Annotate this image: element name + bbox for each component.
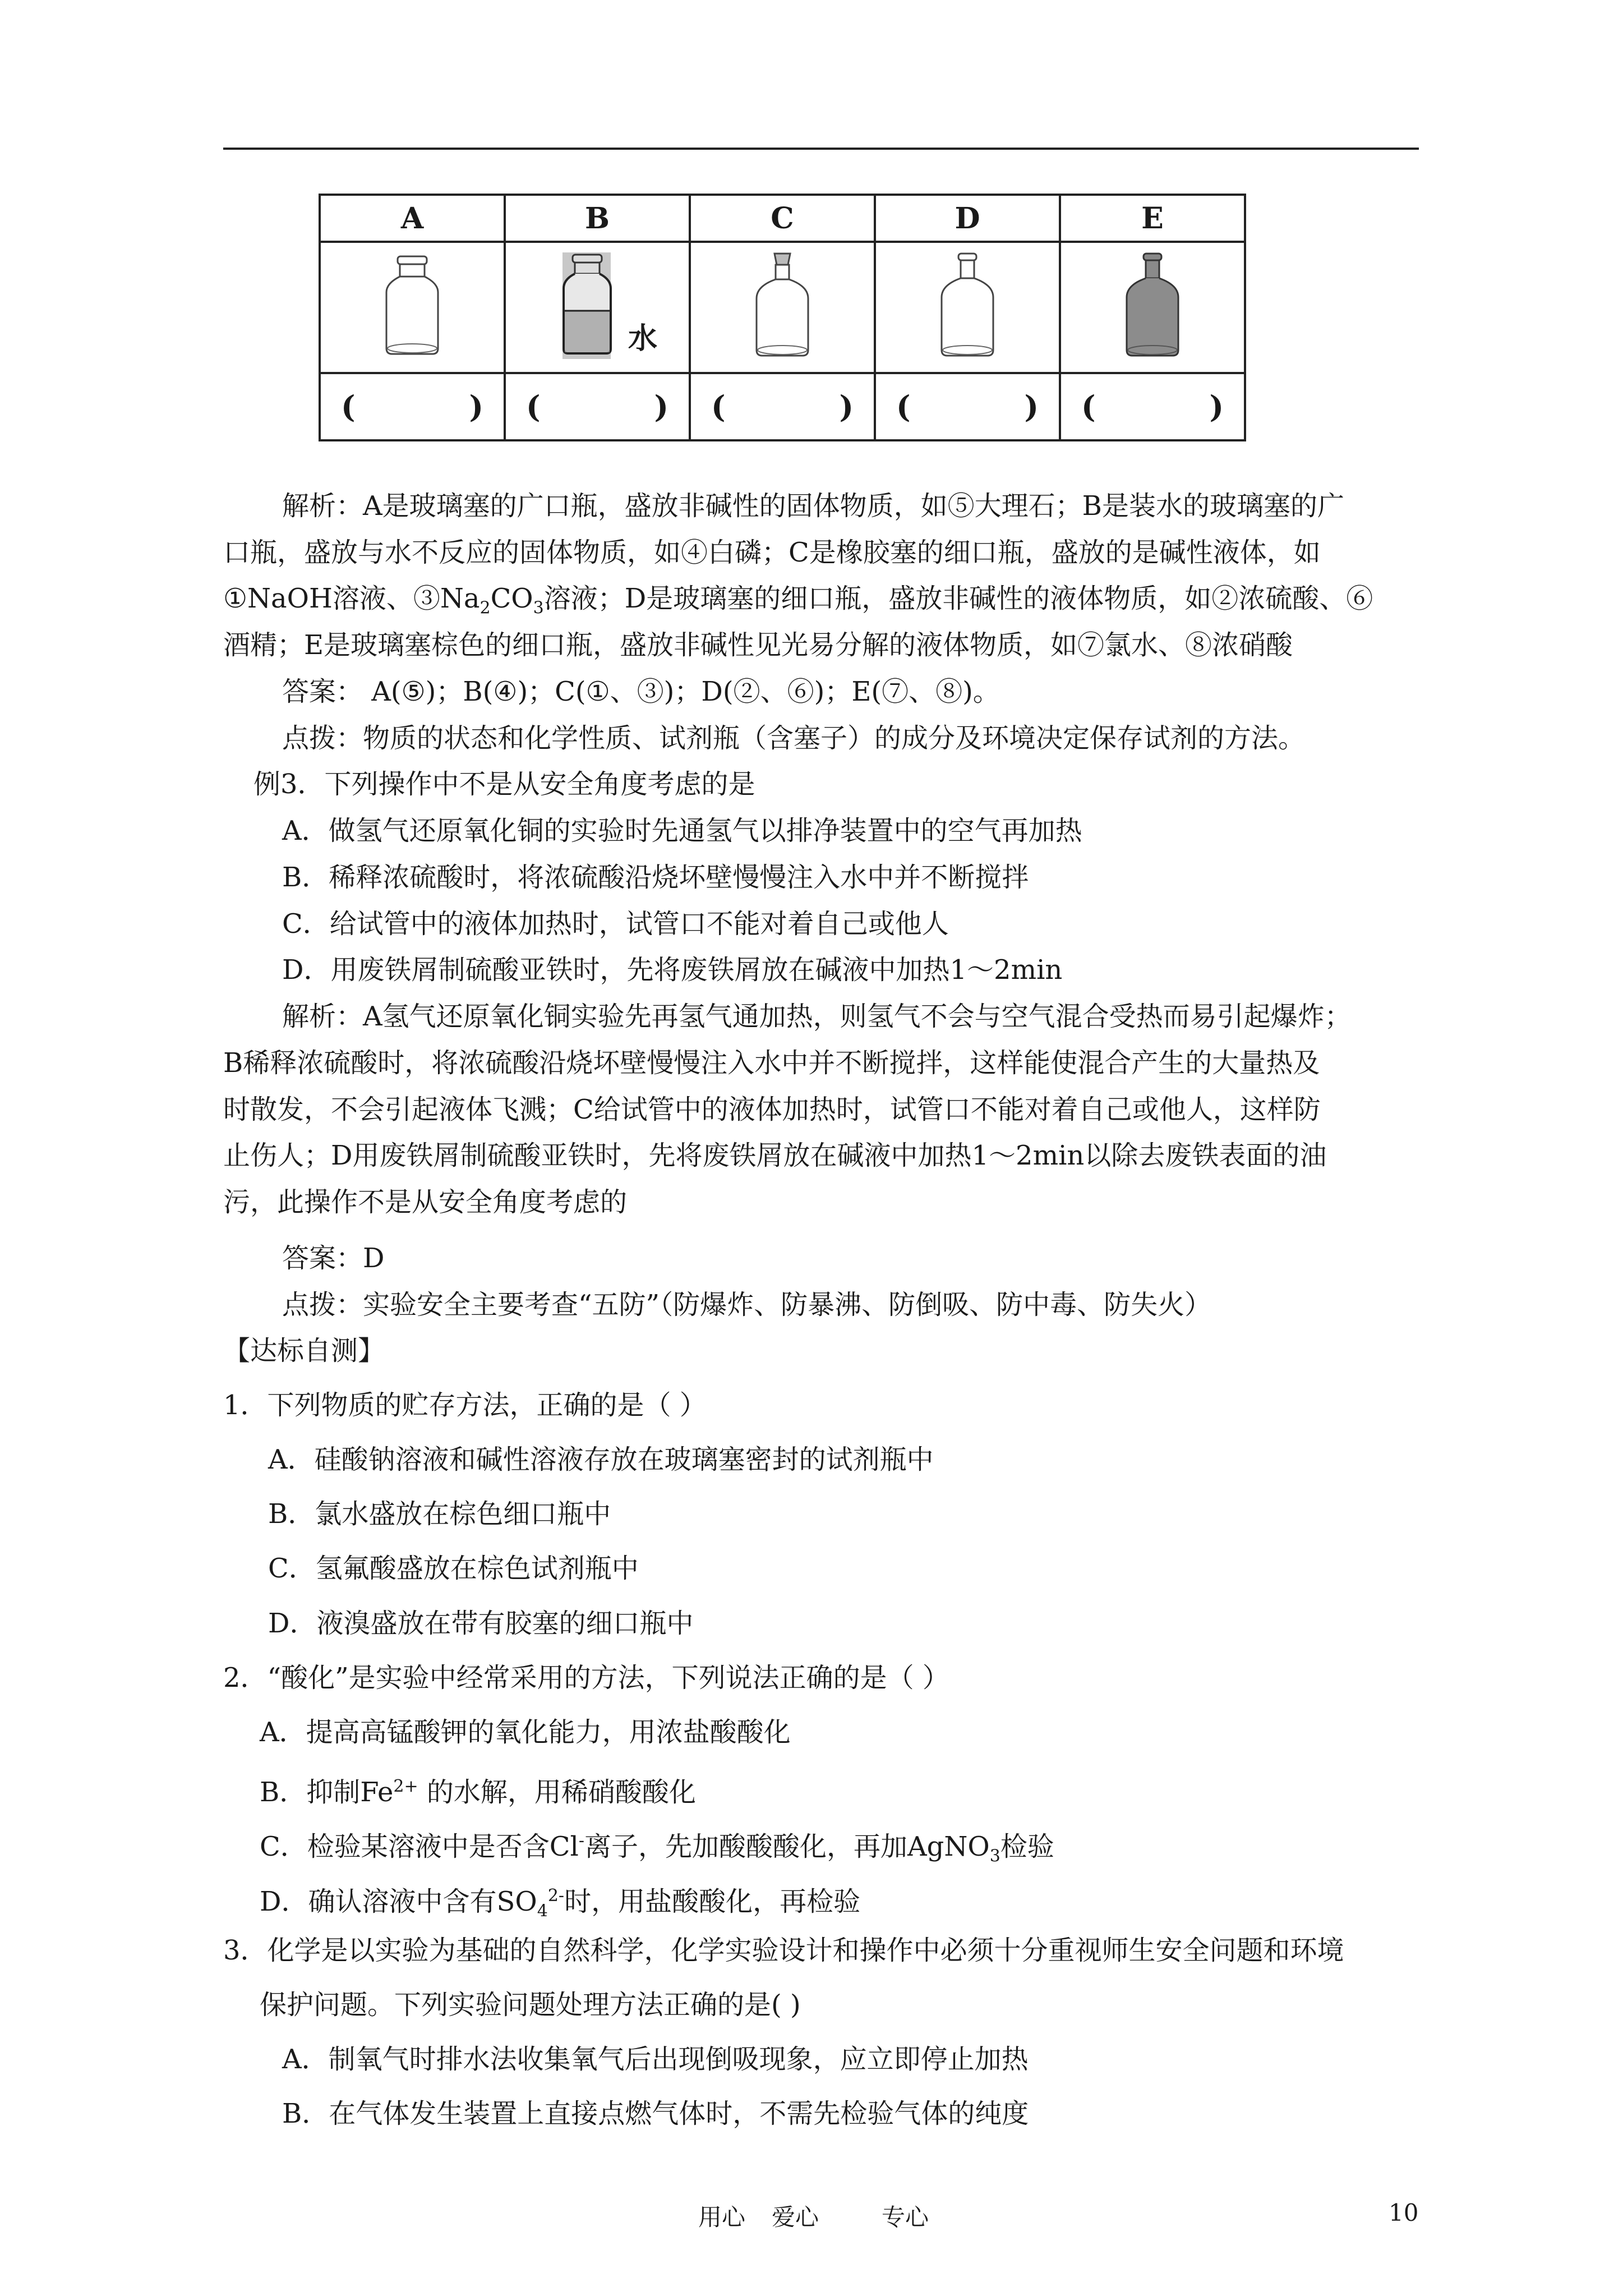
analysis-line-2: 口瓶，盛放与水不反应的固体物质，如④白磷；C是橡胶塞的细口瓶，盛放的是碱性液体，如: [223, 537, 1321, 568]
question-3-option-b: B．在气体发生装置上直接点燃气体时，不需先检验气体的纯度: [282, 2098, 1029, 2129]
question-2: 2．“酸化”是实验中经常采用的方法，下列说法正确的是（ ）: [223, 1662, 949, 1694]
brown-narrow-mouth-bottle-icon: [1119, 250, 1186, 362]
example-3-option-b: B．稀释浓硫酸时，将浓硫酸沿烧坏壁慢慢注入水中并不断搅拌: [282, 862, 1029, 893]
question-1-option-d: D．液溴盛放在带有胶塞的细口瓶中: [268, 1608, 694, 1639]
reagent-bottle-table: [319, 194, 1246, 441]
example-3-option-c: C．给试管中的液体加热时，试管口不能对着自己或他人: [282, 908, 949, 940]
header-a: A: [320, 195, 505, 242]
question-3-continued: 保护问题。下列实验问题处理方法正确的是( ): [260, 1989, 801, 2021]
question-1-option-c: C．氢氟酸盛放在棕色试剂瓶中: [268, 1553, 639, 1584]
answer-cell-b[interactable]: ( ): [505, 373, 690, 440]
header-b: B: [505, 195, 690, 242]
example-3-analysis-2: B稀释浓硫酸时，将浓硫酸沿烧坏壁慢慢注入水中并不断搅拌，这样能使混合产生的大量热及: [223, 1047, 1320, 1079]
header-c: C: [690, 195, 875, 242]
question-1-option-a: A．硅酸钠溶液和碱性溶液存放在玻璃塞密封的试剂瓶中: [268, 1444, 934, 1475]
example-3-analysis-5: 污，此操作不是从安全角度考虑的: [223, 1186, 628, 1218]
analysis-line-4: 酒精；E是玻璃塞棕色的细口瓶，盛放非碱性见光易分解的液体物质，如⑦氯水、⑧浓硝酸: [223, 629, 1293, 661]
bottle-c-cell: [690, 242, 875, 373]
example-3-option-a: A．做氢气还原氧化铜的实验时先通氢气以排净装置中的空气再加热: [282, 815, 1082, 846]
bottle-e-cell: [1060, 242, 1245, 373]
question-2-option-d: D．确认溶液中含有$SO_4^{2-}$时，用盐酸酸化，再检验: [260, 1886, 861, 1921]
question-2-option-b: B．抑制$Fe^{2+}$ 的水解，用稀硝酸酸化: [260, 1777, 696, 1808]
example-3-analysis-3: 时散发，不会引起液体飞溅；C给试管中的液体加热时，试管口不能对着自己或他人，这样防: [223, 1094, 1321, 1125]
header-rule: [223, 148, 1419, 150]
bottle-b-cell: [505, 242, 690, 373]
wide-mouth-bottle-with-water-icon: [558, 250, 637, 362]
section-heading: 【达标自测】: [223, 1335, 385, 1366]
answer-cell-c[interactable]: ( ): [690, 373, 875, 440]
bottle-d-cell: [875, 242, 1060, 373]
question-2-option-c: C．检验某溶液中是否含Cl-离子，先加酸酸酸化，再加AgNO$_3$检验: [260, 1831, 1054, 1866]
answer-line: 答案： A(⑤)；B(④)；C(①、③)；D(②、⑥)；E(⑦、⑧)。: [282, 676, 1000, 707]
header-d: D: [875, 195, 1060, 242]
narrow-mouth-glass-stopper-bottle-icon: [934, 250, 1001, 362]
analysis-line-1: 解析：A是玻璃塞的广口瓶，盛放非碱性的固体物质，如⑤大理石；B是装水的玻璃塞的广: [282, 490, 1344, 522]
analysis-line-3: ①NaOH溶液、$③Na_2CO_3$溶液；D是玻璃塞的细口瓶，盛放非碱性的液体物质，如②浓硫酸、⑥: [223, 583, 1373, 618]
example-3-option-d: D．用废铁屑制硫酸亚铁时，先将废铁屑放在碱液中加热1～2min: [282, 954, 1063, 986]
tip-line: 点拨：物质的状态和化学性质、试剂瓶（含塞子）的成分及环境决定保存试剂的方法。: [282, 723, 1306, 754]
water-label: 水: [628, 322, 658, 356]
example-3-answer: 答案：D: [282, 1243, 385, 1274]
wide-mouth-glass-stopper-bottle-icon: [379, 253, 446, 360]
footer-motto-2: 爱心: [772, 2203, 819, 2231]
answer-cell-a[interactable]: ( ): [320, 373, 505, 440]
page-number: 10: [1389, 2199, 1419, 2226]
answer-cell-e[interactable]: ( ): [1060, 373, 1245, 440]
footer-motto-3: 专心: [882, 2203, 929, 2231]
bottle-a-cell: [320, 242, 505, 373]
question-1: 1．下列物质的贮存方法，正确的是（ ）: [223, 1389, 707, 1421]
header-e: E: [1060, 195, 1245, 242]
example-3-analysis-4: 止伤人；D用废铁屑制硫酸亚铁时，先将废铁屑放在碱液中加热1～2min以除去废铁表面的油: [223, 1140, 1327, 1171]
question-1-option-b: B．氯水盛放在棕色细口瓶中: [268, 1498, 611, 1530]
question-3-option-a: A．制氧气时排水法收集氧气后出现倒吸现象，应立即停止加热: [282, 2044, 1029, 2075]
example-3-question: 例3．下列操作中不是从安全角度考虑的是: [253, 769, 755, 800]
question-3: 3．化学是以实验为基础的自然科学，化学实验设计和操作中必须十分重视师生安全问题和环境: [223, 1935, 1344, 1966]
question-2-option-a: A．提高高锰酸钾的氧化能力，用浓盐酸酸化: [260, 1717, 791, 1748]
footer-motto-1: 用心: [698, 2203, 746, 2231]
example-3-tip: 点拨：实验安全主要考查“五防”（防爆炸、防暴沸、防倒吸、防中毒、防失火）: [282, 1289, 1212, 1320]
narrow-mouth-rubber-stopper-bottle-icon: [749, 250, 816, 362]
answer-cell-d[interactable]: ( ): [875, 373, 1060, 440]
example-3-analysis-1: 解析：A氢气还原氧化铜实验先再氢气通加热，则氢气不会与空气混合受热而易引起爆炸；: [282, 1001, 1352, 1032]
